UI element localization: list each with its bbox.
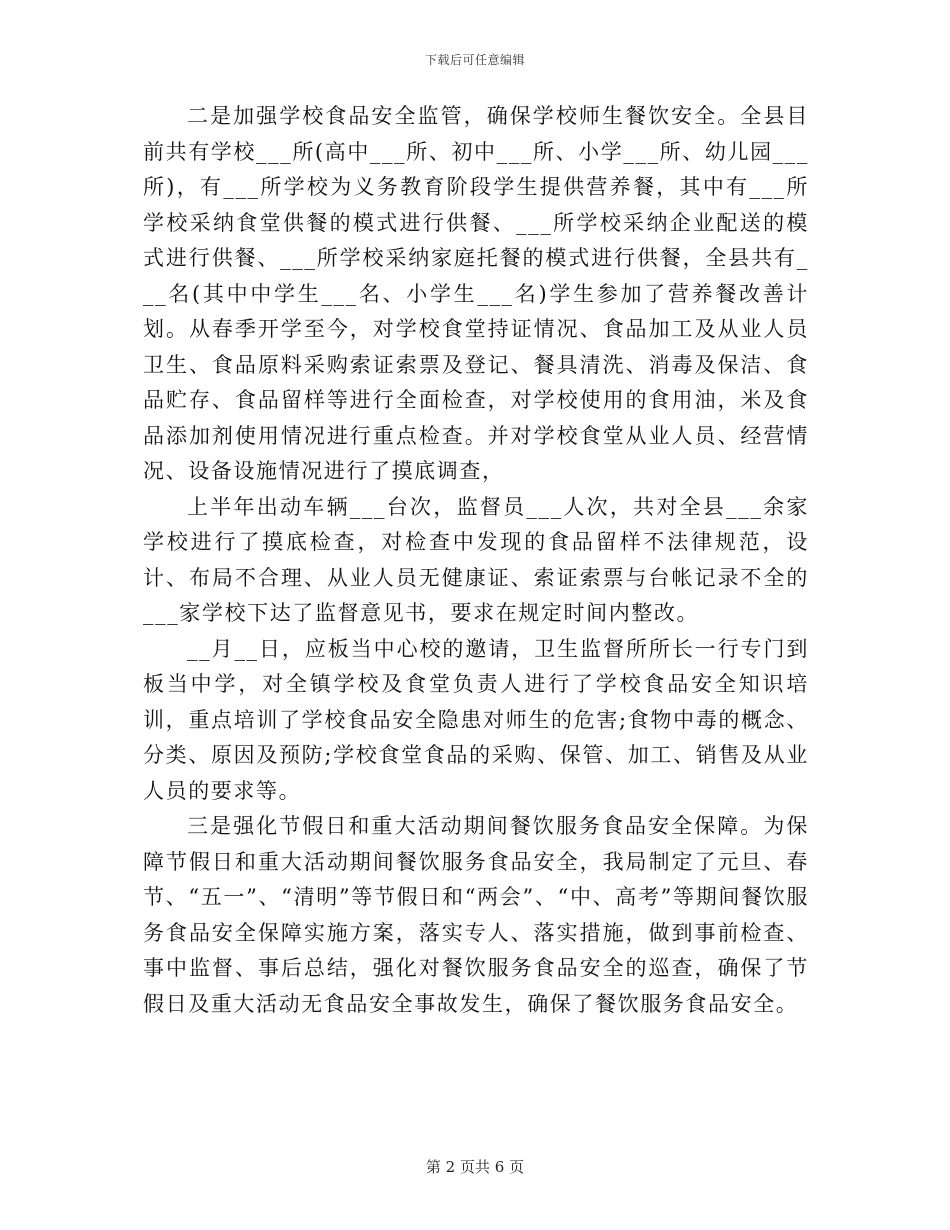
paragraph-inspection-summary: 上半年出动车辆___台次，监督员___人次，共对全县___余家学校进行了摸底检查，对检查中发现的食品留样不法律规范，设计、布局不合理、从业人员无健康证、索证索票与台帐记录不全的___家学校下达了监督意见书，要求在规定时间内整改。: [143, 494, 809, 625]
paragraph-holiday-safety: 三是强化节假日和重大活动期间餐饮服务食品安全保障。为保障节假日和重大活动期间餐饮服务食品安全，我局制定了元旦、春节、“五一”、“清明”等节假日和“两会”、“中、高考”等期间餐饮服务食品安全保障实施方案，落实专人、落实措施，做到事前检查、事中监督、事后总结，强化对餐饮服务食品安全的巡查，确保了节假日及重大活动无食品安全事故发生，确保了餐饮服务食品安全。: [143, 814, 809, 1016]
paragraph-school-food-safety: 二是加强学校食品安全监管，确保学校师生餐饮安全。全县目前共有学校___所(高中___所、初中___所、小学___所、幼儿园___所)，有___所学校为义务教育阶段学生提供营养餐，其中有___所学校采纳食堂供餐的模式进行供餐、___所学校采纳企业配送的模式进行供餐、___所学校采纳家庭托餐的模式进行供餐，全县共有___名(其中中学生___名、小学生___名)学生参加了营养餐改善计划。从春季开学至今，对学校食堂持证情况、食品加工及从业人员卫生、食品原料采购索证索票及登记、餐具清洗、消毒及保洁、食品贮存、食品留样等进行全面检查，对学校使用的食用油，米及食品添加剂使用情况进行重点检查。并对学校食堂从业人员、经营情况、设备设施情况进行了摸底调查，: [143, 104, 809, 483]
document-body: [143, 99, 809, 1022]
page-number: 第 2 页共 6 页: [425, 1158, 525, 1176]
page-header: 下载后可任意编辑: [424, 53, 525, 67]
paragraph-training: __月__日，应板当中心校的邀请，卫生监督所所长一行专门到板当中学，对全镇学校及食堂负责人进行了学校食品安全知识培训，重点培训了学校食品安全隐患对师生的危害;食物中毒的概念、分类、原因及预防;学校食堂食品的采购、保管、加工、销售及从业人员的要求等。: [143, 636, 809, 803]
